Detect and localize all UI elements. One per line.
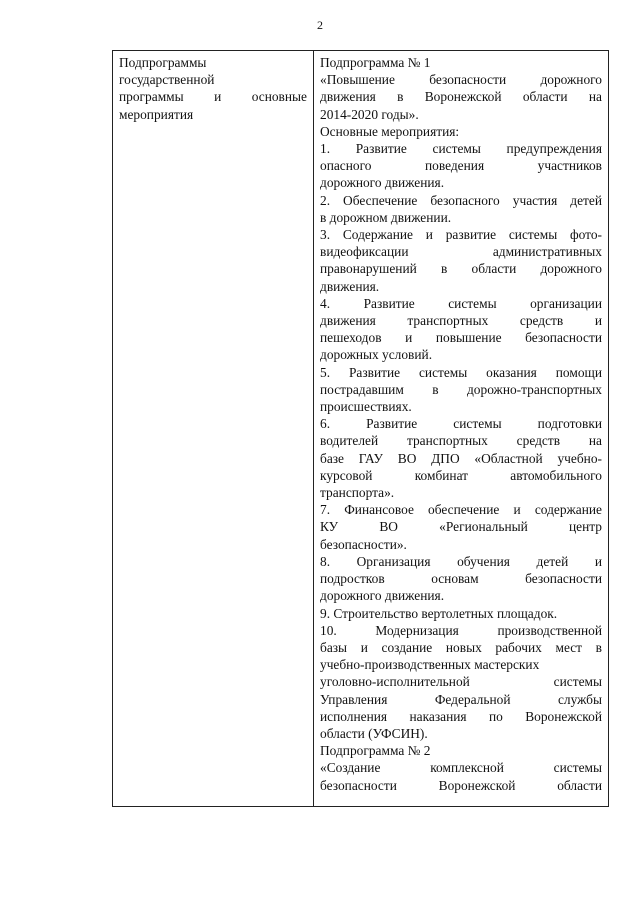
text-line: 8. Организация обучения детей и [320, 553, 602, 569]
text-line: опасного поведения участников [320, 158, 602, 174]
text-line: уголовно-исполнительной системы [320, 674, 602, 690]
text-line: пешеходов и повышение безопасности [320, 330, 602, 346]
text-line: учебно-производственных мастерских [320, 657, 540, 673]
table-cell-content [314, 51, 609, 807]
text-line: 2. Обеспечение безопасного участия детей [320, 192, 602, 208]
text-line: 2014-2020 годы». [320, 106, 419, 122]
page-number: 2 [317, 18, 323, 32]
text-line: исполнения наказания по Воронежской [320, 708, 602, 724]
text-line: в дорожном движении. [320, 209, 452, 225]
text-line: «Повышение безопасности дорожного [320, 72, 602, 88]
label-line: Подпрограммы [119, 55, 207, 70]
subprogram-1-heading: Подпрограмма № 1 [320, 55, 431, 70]
text-line: 6. Развитие системы подготовки [320, 416, 602, 432]
text-line: водителей транспортных средств на [320, 433, 602, 449]
text-line: 1. Развитие системы предупреждения [320, 141, 602, 157]
subprogram-2-heading: Подпрограмма № 2 [320, 743, 431, 759]
label-line: мероприятия [119, 106, 194, 122]
table-cell-label [113, 51, 314, 807]
text-line: 5. Развитие системы оказания помощи [320, 364, 602, 380]
text-line: 3. Содержание и развитие системы фото- [320, 227, 602, 243]
text-line: движения. [320, 278, 380, 294]
text-line: 7. Финансовое обеспечение и содержание [320, 502, 602, 518]
text-line: Управления Федеральной службы [320, 691, 602, 707]
text-line: дорожного движения. [320, 175, 445, 191]
text-line: пострадавшим в дорожно-транспортных [320, 381, 602, 397]
text-line: происшествиях. [320, 399, 412, 415]
text-line: КУ ВО «Региональный центр [320, 519, 602, 535]
text-line: движения транспортных средств и [320, 313, 602, 329]
label-line: государственной [119, 72, 215, 88]
label-line: программы и основные [119, 89, 307, 105]
program-table [112, 50, 609, 807]
text-line: 9. Строительство вертолетных площадок. [320, 605, 558, 621]
text-line: базы и создание новых рабочих мест в [320, 639, 602, 655]
text-line: движения в Воронежской области на [320, 89, 602, 105]
subprogram-content [320, 54, 602, 794]
text-line: дорожных условий. [320, 347, 433, 363]
text-line: правонарушений в области дорожного [320, 261, 602, 277]
text-line: дорожного движения. [320, 588, 445, 604]
table-row [113, 51, 609, 807]
text-line: курсовой комбинат автомобильного [320, 467, 602, 483]
text-line: подростков основам безопасности [320, 571, 602, 587]
text-line: видеофиксации административных [320, 244, 602, 260]
text-line: 10. Модернизация производственной [320, 622, 602, 638]
text-line: транспорта». [320, 485, 395, 501]
row-label [119, 54, 307, 123]
text-line: «Создание комплексной системы [320, 760, 602, 776]
text-line: 4. Развитие системы организации [320, 295, 602, 311]
text-line: области (УФСИН). [320, 725, 428, 741]
text-line: базе ГАУ ВО ДПО «Областной учебно- [320, 450, 602, 466]
text-line: безопасности Воронежской области [320, 777, 602, 793]
text-line: безопасности». [320, 536, 407, 552]
activities-heading: Основные мероприятия: [320, 123, 460, 139]
